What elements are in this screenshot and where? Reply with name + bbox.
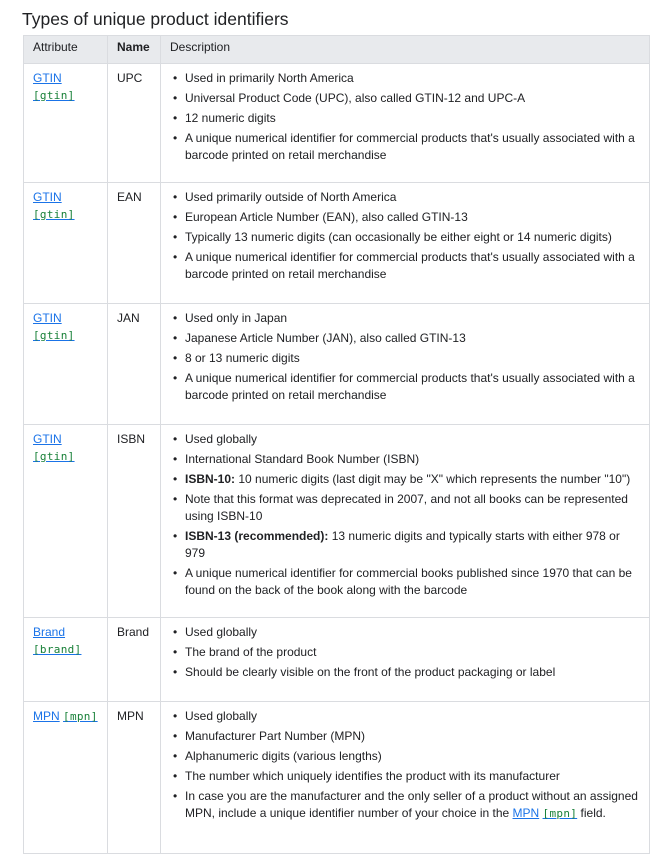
list-item: • Manufacturer Part Number (MPN) xyxy=(185,728,641,745)
gtin-code-link[interactable]: [gtin] xyxy=(33,329,75,342)
header-attribute: Attribute xyxy=(24,36,108,64)
table-header-row xyxy=(24,36,650,64)
description-cell xyxy=(161,425,650,618)
identifiers-table xyxy=(23,35,650,854)
isbn10-label: ISBN-10: xyxy=(185,472,236,486)
list-item: • 8 or 13 numeric digits xyxy=(185,350,641,367)
list-item: • Used globally xyxy=(185,708,641,725)
gtin-link[interactable]: GTIN xyxy=(33,311,62,325)
list-item xyxy=(185,471,641,488)
list-item xyxy=(185,528,641,562)
description-list xyxy=(171,431,641,599)
isbn10-text: 10 numeric digits (last digit may be "X" which represents the number "10") xyxy=(238,472,631,486)
name-cell: UPC xyxy=(108,64,161,183)
brand-code-link[interactable]: [brand] xyxy=(33,643,82,656)
attribute-cell xyxy=(24,702,108,854)
gtin-link[interactable]: GTIN xyxy=(33,432,62,446)
isbn13-text: 13 numeric digits and typically starts with either 978 or 979 xyxy=(185,529,620,560)
mpn-link[interactable]: MPN xyxy=(33,709,60,723)
page-title: Types of unique product identifiers xyxy=(22,9,289,29)
list-item: • The brand of the product xyxy=(185,644,641,661)
table-row-upc xyxy=(24,64,650,183)
attribute-cell xyxy=(24,425,108,618)
list-item: • Note that this format was deprecated in 2007, and not all books can be represented using ISBN-10 xyxy=(185,491,641,525)
description-list xyxy=(171,70,641,164)
table-row-mpn xyxy=(24,702,650,854)
list-item: • A unique numerical identifier for commercial products that's usually associated with a barcode printed on retail merchandise xyxy=(185,249,641,283)
list-item: • International Standard Book Number (ISBN) xyxy=(185,451,641,468)
attribute-cell xyxy=(24,64,108,183)
list-item: • Used primarily outside of North America xyxy=(185,189,641,206)
gtin-code-link[interactable]: [gtin] xyxy=(33,208,75,221)
description-list xyxy=(171,189,641,283)
description-cell xyxy=(161,304,650,425)
isbn13-label: ISBN-13 (recommended): xyxy=(185,529,329,543)
attribute-cell xyxy=(24,304,108,425)
list-item: • Used globally xyxy=(185,624,641,641)
description-list xyxy=(171,708,641,822)
mpn-inline-code-link[interactable]: [mpn] xyxy=(542,807,578,820)
list-item: • Should be clearly visible on the front of the product packaging or label xyxy=(185,664,641,681)
attribute-cell xyxy=(24,183,108,304)
description-list xyxy=(171,624,641,681)
table-row-ean xyxy=(24,183,650,304)
list-item: • A unique numerical identifier for commercial products that's usually associated with a barcode printed on retail merchandise xyxy=(185,370,641,404)
gtin-code-link[interactable]: [gtin] xyxy=(33,89,75,102)
name-cell: Brand xyxy=(108,618,161,702)
gtin-link[interactable]: GTIN xyxy=(33,71,62,85)
list-item: • Japanese Article Number (JAN), also called GTIN-13 xyxy=(185,330,641,347)
table-row-isbn xyxy=(24,425,650,618)
list-item: • Alphanumeric digits (various lengths) xyxy=(185,748,641,765)
mpn-inline-link[interactable]: MPN xyxy=(512,806,540,820)
mpn-note-tail: field. xyxy=(580,806,606,820)
table-row-jan xyxy=(24,304,650,425)
gtin-link[interactable]: GTIN xyxy=(33,190,62,204)
list-item: • The number which uniquely identifies the product with its manufacturer xyxy=(185,768,641,785)
mpn-code-link[interactable]: [mpn] xyxy=(63,710,98,723)
name-cell: EAN xyxy=(108,183,161,304)
list-item: • Used only in Japan xyxy=(185,310,641,327)
list-item: • Used in primarily North America xyxy=(185,70,641,87)
brand-link[interactable]: Brand xyxy=(33,625,66,639)
description-cell xyxy=(161,183,650,304)
list-item: • Used globally xyxy=(185,431,641,448)
name-cell: MPN xyxy=(108,702,161,854)
list-item: • A unique numerical identifier for commercial products that's usually associated with a barcode printed on retail merchandise xyxy=(185,130,641,164)
description-cell xyxy=(161,618,650,702)
list-item: • 12 numeric digits xyxy=(185,110,641,127)
list-item: • A unique numerical identifier for commercial books published since 1970 that can be found on the back of the book along with the barcode xyxy=(185,565,641,599)
name-cell: JAN xyxy=(108,304,161,425)
mpn-note-text: In case you are the manufacturer and the only seller of a product without an assigned MPN, include a unique identifier number of your choice in the xyxy=(185,789,638,820)
table-row-brand xyxy=(24,618,650,702)
description-cell xyxy=(161,702,650,854)
name-cell: ISBN xyxy=(108,425,161,618)
gtin-code-link[interactable]: [gtin] xyxy=(33,450,75,463)
list-item: • Universal Product Code (UPC), also called GTIN-12 and UPC-A xyxy=(185,90,641,107)
attribute-cell xyxy=(24,618,108,702)
list-item: • Typically 13 numeric digits (can occasionally be either eight or 14 numeric digits) xyxy=(185,229,641,246)
header-description: Description xyxy=(161,36,650,64)
list-item: • European Article Number (EAN), also called GTIN-13 xyxy=(185,209,641,226)
description-list xyxy=(171,310,641,404)
description-cell xyxy=(161,64,650,183)
list-item xyxy=(185,788,641,822)
header-name: Name xyxy=(108,36,161,64)
